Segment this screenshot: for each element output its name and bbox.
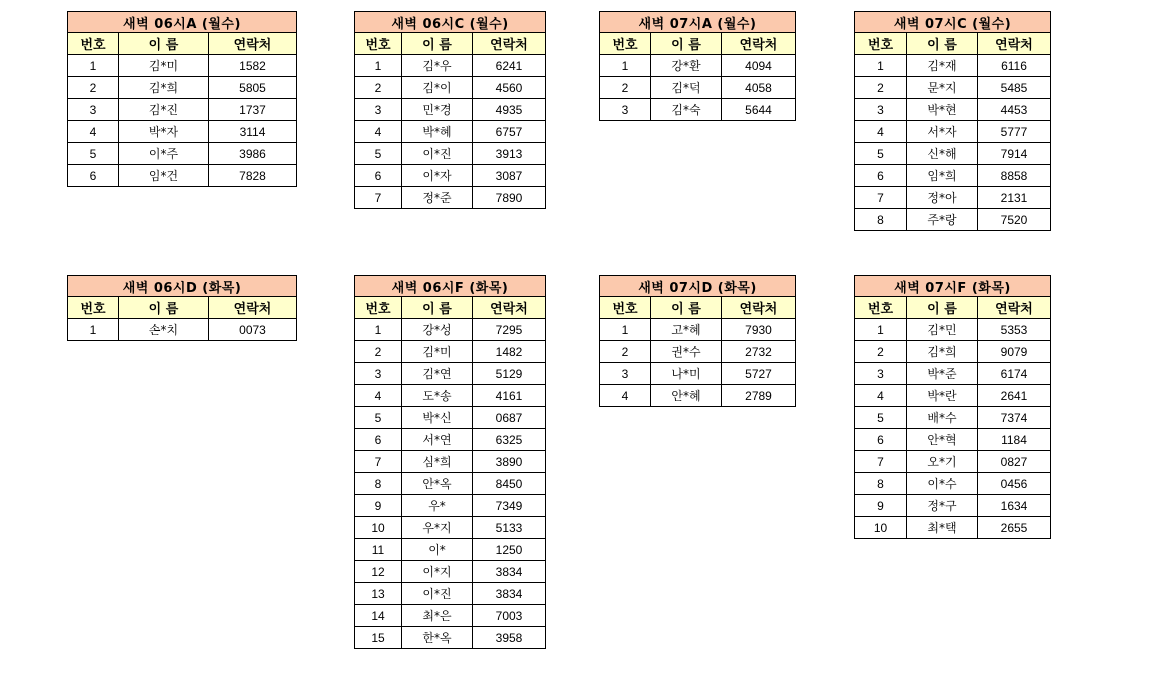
contact-column-header: 연락처 xyxy=(473,33,546,55)
table-row xyxy=(855,407,1051,429)
contact-number: 4161 xyxy=(473,385,546,407)
table-row xyxy=(855,165,1051,187)
table-row xyxy=(355,55,546,77)
contact-number: 3890 xyxy=(473,451,546,473)
table-title-row xyxy=(68,276,297,297)
contact-number: 6116 xyxy=(978,55,1051,77)
contact-number: 5805 xyxy=(209,77,297,99)
number-column-header: 번호 xyxy=(68,297,119,319)
row-number: 9 xyxy=(355,495,402,517)
contact-number: 4935 xyxy=(473,99,546,121)
table-row xyxy=(855,143,1051,165)
number-column-header: 번호 xyxy=(855,33,907,55)
member-name: 김*연 xyxy=(402,363,473,385)
table-row xyxy=(855,495,1051,517)
member-name: 문*지 xyxy=(907,77,978,99)
column-header-row xyxy=(68,33,297,55)
contact-number: 2789 xyxy=(722,385,796,407)
member-name: 이* xyxy=(402,539,473,561)
table-row xyxy=(855,187,1051,209)
row-number: 1 xyxy=(600,319,651,341)
table-row xyxy=(855,77,1051,99)
table-row xyxy=(355,539,546,561)
member-name: 김*우 xyxy=(402,55,473,77)
table-row xyxy=(855,473,1051,495)
table-row xyxy=(355,473,546,495)
table-row xyxy=(355,165,546,187)
contact-number: 8858 xyxy=(978,165,1051,187)
member-name: 박*혜 xyxy=(402,121,473,143)
contact-number: 5644 xyxy=(722,99,796,121)
row-number: 8 xyxy=(855,473,907,495)
table-title-row xyxy=(855,12,1051,33)
row-number: 4 xyxy=(355,121,402,143)
member-name: 박*자 xyxy=(119,121,209,143)
row-number: 1 xyxy=(68,55,119,77)
member-name: 박*준 xyxy=(907,363,978,385)
row-number: 4 xyxy=(855,385,907,407)
table-title-row xyxy=(355,12,546,33)
row-number: 5 xyxy=(68,143,119,165)
table-title-row xyxy=(600,276,796,297)
member-name: 심*희 xyxy=(402,451,473,473)
table-row xyxy=(855,451,1051,473)
table-row xyxy=(68,121,297,143)
row-number: 2 xyxy=(600,77,651,99)
table-row xyxy=(355,363,546,385)
row-number: 3 xyxy=(355,99,402,121)
table-row xyxy=(855,341,1051,363)
row-number: 8 xyxy=(355,473,402,495)
table-row xyxy=(68,55,297,77)
column-header-row xyxy=(600,297,796,319)
column-header-row xyxy=(855,33,1051,55)
contact-number: 2655 xyxy=(978,517,1051,539)
member-name: 정*구 xyxy=(907,495,978,517)
member-name: 정*아 xyxy=(907,187,978,209)
row-number: 5 xyxy=(355,407,402,429)
member-name: 안*옥 xyxy=(402,473,473,495)
table-row xyxy=(355,385,546,407)
table-row xyxy=(600,99,796,121)
contact-number: 7520 xyxy=(978,209,1051,231)
member-name: 김*민 xyxy=(907,319,978,341)
contact-column-header: 연락처 xyxy=(209,297,297,319)
contact-number: 1482 xyxy=(473,341,546,363)
member-name: 나*미 xyxy=(651,363,722,385)
contact-number: 4058 xyxy=(722,77,796,99)
number-column-header: 번호 xyxy=(600,33,651,55)
table-row xyxy=(355,341,546,363)
row-number: 11 xyxy=(355,539,402,561)
table-row xyxy=(355,121,546,143)
member-name: 강*성 xyxy=(402,319,473,341)
table-row xyxy=(855,385,1051,407)
member-name: 최*택 xyxy=(907,517,978,539)
row-number: 3 xyxy=(355,363,402,385)
roster-table xyxy=(67,275,297,341)
number-column-header: 번호 xyxy=(855,297,907,319)
row-number: 8 xyxy=(855,209,907,231)
contact-number: 8450 xyxy=(473,473,546,495)
contact-number: 6241 xyxy=(473,55,546,77)
table-row xyxy=(68,165,297,187)
member-name: 신*해 xyxy=(907,143,978,165)
name-column-header: 이 름 xyxy=(907,33,978,55)
contact-column-header: 연락처 xyxy=(722,33,796,55)
contact-number: 5129 xyxy=(473,363,546,385)
table-row xyxy=(600,385,796,407)
member-name: 우*지 xyxy=(402,517,473,539)
contact-number: 7295 xyxy=(473,319,546,341)
member-name: 이*주 xyxy=(119,143,209,165)
table-title: 새벽 07시C (월수) xyxy=(855,12,1051,33)
row-number: 1 xyxy=(600,55,651,77)
row-number: 1 xyxy=(355,319,402,341)
contact-number: 2732 xyxy=(722,341,796,363)
column-header-row xyxy=(355,297,546,319)
table-row xyxy=(600,319,796,341)
row-number: 6 xyxy=(68,165,119,187)
table-row xyxy=(355,561,546,583)
row-number: 10 xyxy=(855,517,907,539)
table-row xyxy=(68,319,297,341)
member-name: 강*환 xyxy=(651,55,722,77)
row-number: 15 xyxy=(355,627,402,649)
roster-table xyxy=(67,11,297,187)
table-title-row xyxy=(855,276,1051,297)
row-number: 4 xyxy=(68,121,119,143)
roster-table xyxy=(599,275,796,407)
table-row xyxy=(855,99,1051,121)
contact-number: 5353 xyxy=(978,319,1051,341)
table-row xyxy=(355,495,546,517)
member-name: 손*치 xyxy=(119,319,209,341)
row-number: 9 xyxy=(855,495,907,517)
table-row xyxy=(355,143,546,165)
table-row xyxy=(355,319,546,341)
row-number: 7 xyxy=(355,451,402,473)
column-header-row xyxy=(68,297,297,319)
row-number: 6 xyxy=(855,429,907,451)
member-name: 한*옥 xyxy=(402,627,473,649)
name-column-header: 이 름 xyxy=(907,297,978,319)
row-number: 6 xyxy=(355,165,402,187)
contact-number: 3834 xyxy=(473,583,546,605)
row-number: 3 xyxy=(855,363,907,385)
member-name: 정*준 xyxy=(402,187,473,209)
table-row xyxy=(68,99,297,121)
member-name: 김*미 xyxy=(119,55,209,77)
table-row xyxy=(355,517,546,539)
row-number: 2 xyxy=(68,77,119,99)
number-column-header: 번호 xyxy=(355,33,402,55)
row-number: 2 xyxy=(600,341,651,363)
row-number: 3 xyxy=(855,99,907,121)
contact-number: 2131 xyxy=(978,187,1051,209)
contact-number: 6757 xyxy=(473,121,546,143)
contact-number: 3986 xyxy=(209,143,297,165)
contact-number: 3958 xyxy=(473,627,546,649)
row-number: 4 xyxy=(600,385,651,407)
member-name: 김*이 xyxy=(402,77,473,99)
member-name: 안*혁 xyxy=(907,429,978,451)
row-number: 2 xyxy=(855,77,907,99)
member-name: 주*랑 xyxy=(907,209,978,231)
table-row xyxy=(355,187,546,209)
table-row xyxy=(855,517,1051,539)
contact-number: 0456 xyxy=(978,473,1051,495)
row-number: 2 xyxy=(355,77,402,99)
row-number: 1 xyxy=(855,319,907,341)
row-number: 7 xyxy=(855,187,907,209)
table-row xyxy=(68,77,297,99)
row-number: 1 xyxy=(855,55,907,77)
member-name: 이*진 xyxy=(402,583,473,605)
contact-number: 9079 xyxy=(978,341,1051,363)
row-number: 5 xyxy=(355,143,402,165)
row-number: 3 xyxy=(600,363,651,385)
table-title-row xyxy=(600,12,796,33)
member-name: 고*혜 xyxy=(651,319,722,341)
contact-number: 5133 xyxy=(473,517,546,539)
contact-number: 7349 xyxy=(473,495,546,517)
table-row xyxy=(355,583,546,605)
table-title-row xyxy=(68,12,297,33)
table-row xyxy=(855,319,1051,341)
name-column-header: 이 름 xyxy=(651,33,722,55)
member-name: 김*숙 xyxy=(651,99,722,121)
contact-number: 1634 xyxy=(978,495,1051,517)
contact-number: 0827 xyxy=(978,451,1051,473)
number-column-header: 번호 xyxy=(355,297,402,319)
number-column-header: 번호 xyxy=(68,33,119,55)
contact-number: 3834 xyxy=(473,561,546,583)
table-row xyxy=(355,451,546,473)
table-row xyxy=(855,363,1051,385)
contact-number: 3913 xyxy=(473,143,546,165)
table-title: 새벽 06시D (화목) xyxy=(68,276,297,297)
table-title: 새벽 07시A (월수) xyxy=(600,12,796,33)
roster-table xyxy=(354,11,546,209)
contact-number: 5777 xyxy=(978,121,1051,143)
member-name: 이*수 xyxy=(907,473,978,495)
contact-column-header: 연락처 xyxy=(978,297,1051,319)
contact-number: 4560 xyxy=(473,77,546,99)
table-row xyxy=(355,77,546,99)
table-title: 새벽 07시F (화목) xyxy=(855,276,1051,297)
name-column-header: 이 름 xyxy=(119,297,209,319)
contact-column-header: 연락처 xyxy=(473,297,546,319)
contact-number: 1184 xyxy=(978,429,1051,451)
member-name: 박*신 xyxy=(402,407,473,429)
table-row xyxy=(355,99,546,121)
name-column-header: 이 름 xyxy=(402,33,473,55)
row-number: 4 xyxy=(855,121,907,143)
contact-number: 7828 xyxy=(209,165,297,187)
member-name: 오*기 xyxy=(907,451,978,473)
member-name: 서*연 xyxy=(402,429,473,451)
roster-table xyxy=(354,275,546,649)
roster-table xyxy=(854,275,1051,539)
member-name: 박*현 xyxy=(907,99,978,121)
contact-number: 4453 xyxy=(978,99,1051,121)
member-name: 이*지 xyxy=(402,561,473,583)
table-title: 새벽 07시D (화목) xyxy=(600,276,796,297)
contact-number: 5485 xyxy=(978,77,1051,99)
member-name: 안*혜 xyxy=(651,385,722,407)
contact-number: 3114 xyxy=(209,121,297,143)
row-number: 5 xyxy=(855,407,907,429)
member-name: 김*희 xyxy=(907,341,978,363)
table-row xyxy=(855,121,1051,143)
row-number: 5 xyxy=(855,143,907,165)
contact-number: 6325 xyxy=(473,429,546,451)
table-row xyxy=(600,55,796,77)
row-number: 4 xyxy=(355,385,402,407)
row-number: 1 xyxy=(355,55,402,77)
contact-number: 7914 xyxy=(978,143,1051,165)
contact-number: 7374 xyxy=(978,407,1051,429)
contact-number: 7890 xyxy=(473,187,546,209)
member-name: 민*경 xyxy=(402,99,473,121)
row-number: 6 xyxy=(855,165,907,187)
row-number: 1 xyxy=(68,319,119,341)
table-title-row xyxy=(355,276,546,297)
row-number: 2 xyxy=(855,341,907,363)
table-title: 새벽 06시A (월수) xyxy=(68,12,297,33)
roster-table xyxy=(599,11,796,121)
row-number: 7 xyxy=(355,187,402,209)
table-title: 새벽 06시F (화목) xyxy=(355,276,546,297)
contact-number: 4094 xyxy=(722,55,796,77)
row-number: 14 xyxy=(355,605,402,627)
contact-number: 6174 xyxy=(978,363,1051,385)
member-name: 김*재 xyxy=(907,55,978,77)
contact-column-header: 연락처 xyxy=(722,297,796,319)
row-number: 3 xyxy=(68,99,119,121)
column-header-row xyxy=(855,297,1051,319)
table-row xyxy=(855,209,1051,231)
name-column-header: 이 름 xyxy=(119,33,209,55)
row-number: 7 xyxy=(855,451,907,473)
row-number: 13 xyxy=(355,583,402,605)
member-name: 최*은 xyxy=(402,605,473,627)
table-row xyxy=(355,627,546,649)
table-row xyxy=(68,143,297,165)
member-name: 이*자 xyxy=(402,165,473,187)
member-name: 배*수 xyxy=(907,407,978,429)
table-row xyxy=(600,363,796,385)
column-header-row xyxy=(600,33,796,55)
number-column-header: 번호 xyxy=(600,297,651,319)
member-name: 우* xyxy=(402,495,473,517)
roster-table xyxy=(854,11,1051,231)
row-number: 10 xyxy=(355,517,402,539)
row-number: 6 xyxy=(355,429,402,451)
table-title: 새벽 06시C (월수) xyxy=(355,12,546,33)
row-number: 12 xyxy=(355,561,402,583)
table-row xyxy=(355,605,546,627)
member-name: 임*희 xyxy=(907,165,978,187)
member-name: 이*진 xyxy=(402,143,473,165)
contact-number: 7003 xyxy=(473,605,546,627)
row-number: 2 xyxy=(355,341,402,363)
member-name: 김*희 xyxy=(119,77,209,99)
member-name: 임*건 xyxy=(119,165,209,187)
member-name: 김*덕 xyxy=(651,77,722,99)
row-number: 3 xyxy=(600,99,651,121)
contact-number: 1250 xyxy=(473,539,546,561)
contact-number: 3087 xyxy=(473,165,546,187)
table-row xyxy=(600,341,796,363)
table-row xyxy=(600,77,796,99)
member-name: 김*미 xyxy=(402,341,473,363)
contact-number: 5727 xyxy=(722,363,796,385)
contact-column-header: 연락처 xyxy=(978,33,1051,55)
table-row xyxy=(355,407,546,429)
contact-number: 1737 xyxy=(209,99,297,121)
column-header-row xyxy=(355,33,546,55)
contact-number: 2641 xyxy=(978,385,1051,407)
contact-number: 1582 xyxy=(209,55,297,77)
name-column-header: 이 름 xyxy=(402,297,473,319)
member-name: 도*송 xyxy=(402,385,473,407)
table-row xyxy=(855,55,1051,77)
member-name: 김*진 xyxy=(119,99,209,121)
contact-number: 7930 xyxy=(722,319,796,341)
contact-number: 0073 xyxy=(209,319,297,341)
name-column-header: 이 름 xyxy=(651,297,722,319)
member-name: 박*란 xyxy=(907,385,978,407)
contact-column-header: 연락처 xyxy=(209,33,297,55)
contact-number: 0687 xyxy=(473,407,546,429)
member-name: 권*수 xyxy=(651,341,722,363)
table-row xyxy=(855,429,1051,451)
member-name: 서*자 xyxy=(907,121,978,143)
table-row xyxy=(355,429,546,451)
